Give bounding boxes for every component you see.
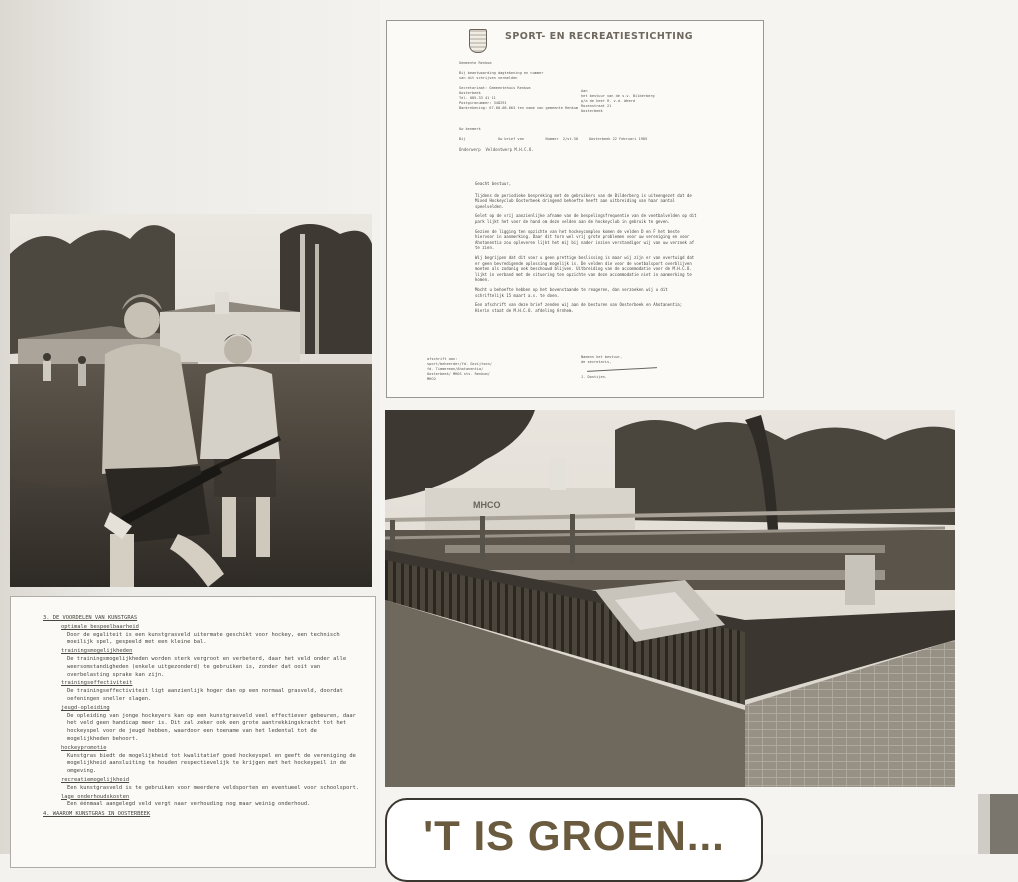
typed-content bbox=[43, 615, 360, 819]
letter-paragraph: Gelet op de vrij aanzienlijke afname van de bespelingsfrequentie van de voetbalvelden op dit park lijkt het voor de hand om deze velden aan de hockeyclub in gebruik te geven. bbox=[475, 213, 697, 224]
typed-title: 3. DE VOORDELEN VAN KUNSTGRAS bbox=[43, 615, 138, 621]
typed-item-text: De trainingsmogelijkheden worden sterk vergroot en verbeterd, daar het veld onder alle weersomstandigheden (enkele uitgezonderd) te gebruiken is, zonder dat ooit van overbelasting sprake kan zijn. bbox=[67, 655, 347, 678]
typed-item-heading: lage onderhoudskosten bbox=[61, 793, 130, 800]
typed-item-text: De opleiding van jonge hockeyers kan op een kunstgrasveld veel effectiever gebeuren, daar het veld geen handicap meer is. Dit zal zeker ook een grote aantrekkingskracht tot het hockeyspel voor de jeugd hebben, waardoor een toename van het ledental tot de mogelijkheden behoort. bbox=[67, 712, 356, 742]
typed-item-heading: recreatiemogelijkheid bbox=[61, 776, 130, 783]
typed-document bbox=[10, 596, 376, 868]
page-edge-dark bbox=[990, 794, 1018, 854]
typed-item bbox=[55, 680, 360, 703]
typed-item-text: De trainingseffectiviteit ligt aanzienlijk hoger dan op een normaal grasveld, doordat oefeningen sneller slagen. bbox=[67, 688, 343, 702]
letter-reference-line: Uw kenmerk Bij Uw brief van Nummer 2/st.30 Oosterbeek 22 Februari 1985 bbox=[459, 127, 648, 141]
typed-item bbox=[55, 777, 360, 793]
clubhouse-sign: MHCO bbox=[473, 500, 501, 510]
letter-paragraph: Wij begrijpen dat dit voor u geen prettige beslissing is maar wij zijn er van overtuigd dat er geen bevredigende oplossing mogelijk is. De velden die voor de voetbalsport overblijven moeten als zodanig ook beschouwd blijven. Uitbreiding van de accommodatie voor de M.H.C.O. lijkt in verband met de situering ten opzichte van deze accommodatie niet in aanmerking te komen. bbox=[475, 254, 695, 283]
photo-hockey-field bbox=[385, 410, 955, 787]
typed-item bbox=[55, 745, 360, 776]
typed-item bbox=[55, 648, 360, 679]
letter-paragraph: Tijdens de periodieke bespreking met de gebruikers van de Bilderberg is uiteengezet dat de Mixed Hockeyclub Oosterbeek dringend behoefte heeft aan uitbreiding van haar aantal speelvelden. bbox=[475, 192, 692, 209]
letter-subject: Onderwerp Veldontwerp M.H.C.O. bbox=[459, 147, 534, 152]
typed-item-heading: hockeypromotie bbox=[61, 744, 107, 751]
page-edge bbox=[978, 794, 1018, 854]
letter-paragraph: Gezien de ligging ten opzichte van het hockeycomplex komen de velden D en F het beste hiervoor in aanmerking. Daar dit torn wel vrij grote problemen voor uw vereniging en voor Ahotanentia zou opleveren lijkt het mij bij nader inzien verstandiger wij van uw verzoek af te zien. bbox=[475, 228, 695, 251]
letter-paragraph: Mocht u behoefte hebben op het bovenstaande te reageren, dan verzoeken wij u dit schriftelijk 15 maart a.s. te doen. bbox=[475, 286, 668, 298]
letter-greeting: Geacht bestuur, bbox=[475, 181, 512, 186]
letter-closing: Namens het bestuur, de secretaris, J. Dostijen. bbox=[581, 355, 623, 379]
letter-sender-block: Gemeente Renkum Bij beantwoording dagtekening en nummer van dit schrijven vermelden Secretariaat: Gemeentehuis Renkum Oosterbeek Tel. 085-33 41 11 Postgironummer: 348291 Bankrekening: 67.00.08.664 ten name van gemeente Renkum bbox=[459, 61, 578, 110]
letter-document bbox=[386, 20, 764, 398]
typed-item-heading: jeugd-opleiding bbox=[61, 704, 110, 711]
typed-item bbox=[55, 624, 360, 647]
typed-item-heading: trainingsmogelijkheden bbox=[61, 648, 133, 655]
typed-item-text: Door de egaliteit is een kunstgrasveld uitermate geschikt voor hockey, een technisch moeilijk spel, gespeeld met een kleine bal. bbox=[67, 631, 340, 646]
typed-item-text: Een éénmaal aangelegd veld vergt naar verhouding nog maar weinig onderhoud. bbox=[67, 801, 311, 808]
typed-item bbox=[55, 794, 360, 810]
typed-item-heading: trainingseffectiviteit bbox=[61, 680, 133, 687]
typed-item-heading: optimale bespeelbaarheid bbox=[61, 623, 139, 630]
coat-of-arms-logo bbox=[469, 29, 487, 53]
page-edge-light bbox=[978, 794, 990, 854]
letter-organization: SPORT- EN RECREATIESTICHTING bbox=[505, 31, 694, 42]
headline-box bbox=[385, 798, 763, 882]
typed-item-text: Kunstgras biedt de mogelijkheid tot kwalitatief goed hockeyspel en geeft de vereniging de mogelijkheid aansluiting te houden respectievelijk te krijgen met het hockeypeil in de omgeving. bbox=[67, 752, 356, 775]
typed-item bbox=[55, 705, 360, 744]
typed-footer: 4. WAAROM KUNSTGRAS IN OOSTERBEEK bbox=[43, 811, 151, 818]
photo-hockey-players-image bbox=[10, 214, 372, 587]
typed-item-text: Een kunstgrasveld is te gebruiken voor meerdere veldsporten en eventueel voor schoolsport. bbox=[67, 784, 360, 791]
photo-hockey-players bbox=[10, 214, 372, 587]
letter-recipient-block: Aan het bestuur van de s.v. Bilderberg p/a de heer H. v.d. Weerd Rozenstraat 21 Oosterbeek bbox=[581, 89, 655, 113]
headline: 'T IS GROEN... bbox=[423, 812, 725, 859]
photo-hockey-field-image bbox=[385, 410, 955, 787]
letter-body bbox=[475, 181, 697, 317]
letter-paragraph: Een afschrift van deze brief zenden wij aan de besturen van Oosterbeek en Ahotanentia; Hierin staat de M.H.C.O. afdeling Arnhem. bbox=[475, 302, 683, 313]
letter-cc-block: afschrift aan: sport/beheerder/fd. Gezijtsen/ fd. Timmerman/Ahotanentia/ Oosterbeek/ MHOS sts. Renkum/ MHCO bbox=[427, 357, 492, 381]
